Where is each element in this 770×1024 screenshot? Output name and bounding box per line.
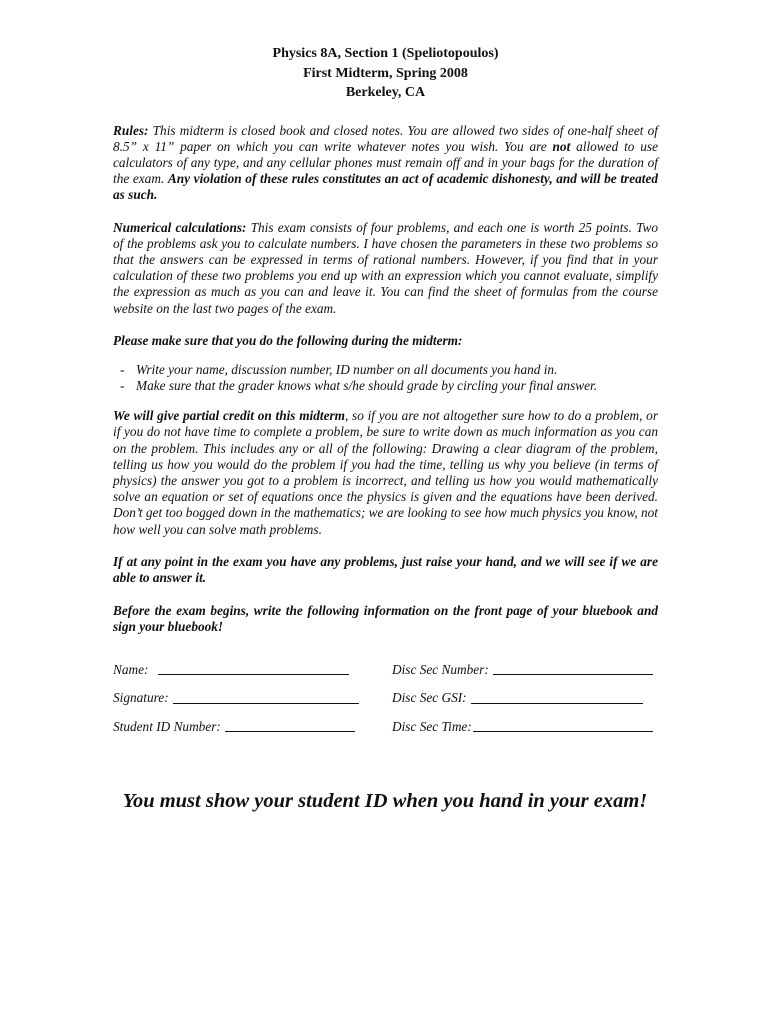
student-id-label: Student ID Number: — [113, 718, 221, 734]
please-heading: Please make sure that you do the following during the midterm: — [113, 332, 463, 348]
name-label: Name: — [113, 661, 149, 677]
form-row — [113, 650, 658, 679]
header-location: Berkeley, CA — [345, 85, 426, 100]
before-exam-paragraph: Before the exam begins, write the following information on the front page of your bluebook and sign your bluebook! — [113, 603, 658, 635]
instruction-list — [113, 362, 658, 395]
disc-sec-time-field[interactable] — [473, 731, 653, 732]
signature-label: Signature: — [113, 690, 169, 706]
form-row — [113, 678, 658, 707]
disc-sec-gsi-label: Disc Sec GSI: — [392, 690, 467, 706]
signature-field[interactable] — [173, 703, 359, 704]
disc-sec-number-label: Disc Sec Number: — [392, 661, 489, 677]
rules-paragraph — [113, 123, 658, 204]
student-id-field[interactable] — [225, 731, 355, 732]
numerical-label: Numerical calculations: — [113, 219, 247, 235]
rules-label: Rules: — [113, 122, 149, 138]
list-item — [113, 378, 658, 395]
rules-not: not — [552, 138, 571, 154]
disc-sec-number-field[interactable] — [493, 674, 653, 675]
numerical-text: This exam consists of four problems, and each one is worth 25 points. Two of the problems ask you to calculate numbers. I have chosen the parameters in these two problems so that the answers can be expressed in terms of rational numbers. However, if you find that in your calculation of these two problems you end up with an expression which you cannot evaluate, simplify the expression as much as you can and leave it. You can find the sheet of formulas from the course website on the last two pages of the exam. — [113, 219, 658, 316]
bullet-dash: - — [120, 378, 125, 394]
rules-violation: Any violation of these rules constitutes an act of academic dishonesty, and will be treated as such. — [113, 171, 658, 203]
name-field[interactable] — [158, 674, 349, 675]
exam-page — [113, 44, 658, 735]
header-exam: First Midterm, Spring 2008 — [303, 65, 468, 81]
raise-hand-paragraph: If at any point in the exam you have any problems, just raise your hand, and we will see if we are able to answer it. — [113, 553, 658, 586]
disc-sec-gsi-field[interactable] — [471, 703, 643, 704]
partial-credit-text: , so if you are not altogether sure how to do a problem, or if you do not have time to complete a problem, be sure to write down as much information as you can on the problem. This includes any or all of the following: Drawing a clear diagram of the problem, telling us how you would do the problem if you had the time, telling us why you believe (in terms of physics) the answer you got to a problem is incorrect, and telling us how you would mathematically solve an equation or set of equations once the physics is given and the equations have been derived. Don’t get too bogged down in the mathematics; we are looking to see how much physics you know, not how well you can solve math problems. — [113, 408, 658, 537]
numerical-paragraph — [113, 220, 658, 317]
form-row — [113, 707, 658, 736]
list-item — [113, 362, 658, 379]
bullet-text: Make sure that the grader knows what s/he should grade by circling your final answer. — [136, 378, 598, 394]
bullet-dash: - — [120, 361, 125, 377]
header-course: Physics 8A, Section 1 (Speliotopoulos) — [272, 46, 499, 61]
rules-text-1: This midterm is closed book and closed notes. You are allowed two sides of one-half sheet of 8.5” x 11” paper on which you can write whatever notes you wish. You are — [113, 122, 658, 154]
disc-sec-time-label: Disc Sec Time: — [392, 718, 472, 734]
student-id-notice: You must show your student ID when you hand in your exam! — [122, 790, 648, 812]
partial-credit-label: We will give partial credit on this midterm — [113, 408, 345, 424]
student-info-form — [113, 650, 658, 736]
partial-credit-paragraph — [113, 408, 658, 538]
rules-text-2: allowed to use calculators of any type, and any cellular phones must remain off and in your bags for the duration of the exam. — [113, 138, 658, 187]
bullet-text: Write your name, discussion number, ID number on all documents you hand in. — [136, 361, 558, 377]
